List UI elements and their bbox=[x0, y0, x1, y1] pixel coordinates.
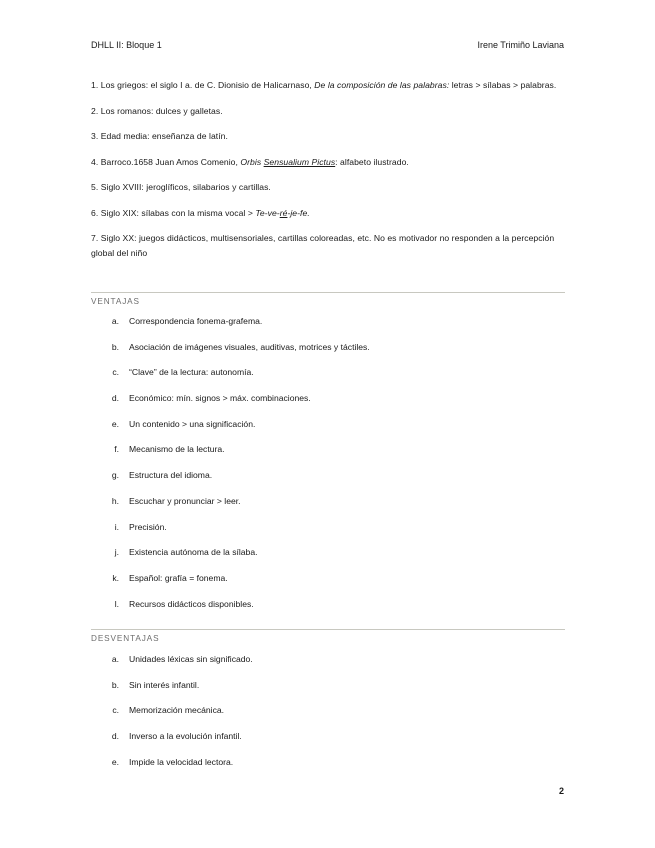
list-marker: f. bbox=[114, 444, 119, 455]
section-divider bbox=[91, 292, 565, 293]
list-marker: a. bbox=[111, 316, 119, 326]
history-text: Los griegos: el siglo I a. de C. Dionisio de Halicarnaso, bbox=[100, 80, 315, 90]
history-text: Los romanos: dulces y galletas. bbox=[100, 105, 223, 116]
book-title: De la composición de las palabras: bbox=[314, 80, 450, 90]
list-marker: d. bbox=[111, 731, 119, 742]
list-item bbox=[91, 419, 565, 445]
list-item-text: Económico: mín. signos > máx. combinaciones. bbox=[129, 393, 311, 404]
history-number: 4. bbox=[91, 156, 99, 167]
list-marker: d. bbox=[111, 393, 119, 404]
section-heading-ventajas: VENTAJAS bbox=[91, 297, 140, 306]
history-text: Siglo XVIII: jeroglíficos, silabarios y cartillas. bbox=[100, 182, 271, 192]
history-item bbox=[91, 231, 565, 260]
list-item-text: Impide la velocidad lectora. bbox=[129, 756, 234, 767]
list-item-text: Correspondencia fonema-grafema. bbox=[129, 316, 263, 326]
history-text: : alfabeto ilustrado. bbox=[335, 156, 409, 167]
list-marker: k. bbox=[112, 572, 119, 583]
header-author: Irene Trimiño Laviana bbox=[477, 40, 564, 50]
history-list bbox=[91, 78, 565, 271]
list-item bbox=[91, 342, 565, 368]
list-marker: h. bbox=[111, 495, 119, 506]
history-number: 1. bbox=[91, 80, 99, 90]
list-marker: b. bbox=[111, 341, 119, 352]
history-item bbox=[91, 104, 565, 119]
section-heading-desventajas: DESVENTAJAS bbox=[91, 634, 160, 643]
list-item-text: “Clave” de la lectura: autonomía. bbox=[129, 367, 254, 378]
desventajas-list bbox=[91, 654, 565, 782]
list-item bbox=[91, 470, 565, 496]
history-number: 5. bbox=[91, 182, 99, 192]
list-item-text: Un contenido > una significación. bbox=[129, 418, 256, 429]
history-text: Siglo XX: juegos didácticos, multisensoriales, cartillas coloreadas, etc. No es motivador no responden a la percepción global del niño bbox=[91, 233, 555, 258]
list-marker: e. bbox=[111, 756, 119, 767]
list-item bbox=[91, 444, 565, 470]
section-divider bbox=[91, 629, 565, 630]
list-item-text: Sin interés infantil. bbox=[129, 679, 200, 690]
list-item bbox=[91, 522, 565, 548]
history-number: 7. bbox=[91, 233, 99, 243]
book-title-underlined: Sensualium Pictus bbox=[263, 156, 336, 167]
list-marker: b. bbox=[111, 679, 119, 690]
history-item bbox=[91, 180, 565, 195]
header-course: DHLL II: Bloque 1 bbox=[91, 40, 162, 50]
list-item bbox=[91, 367, 565, 393]
list-item bbox=[91, 599, 565, 625]
list-item-text: Inverso a la evolución infantil. bbox=[129, 731, 242, 742]
example-syllable: ré bbox=[279, 207, 288, 218]
list-marker: e. bbox=[111, 418, 119, 429]
list-item-text: Recursos didácticos disponibles. bbox=[129, 598, 254, 609]
history-number: 3. bbox=[91, 131, 99, 141]
list-item bbox=[91, 393, 565, 419]
list-marker: l. bbox=[114, 598, 119, 609]
list-item bbox=[91, 496, 565, 522]
list-marker: j. bbox=[114, 547, 119, 558]
list-item bbox=[91, 547, 565, 573]
history-item bbox=[91, 78, 565, 93]
list-item bbox=[91, 731, 565, 757]
list-item bbox=[91, 316, 565, 342]
list-item bbox=[91, 757, 565, 783]
history-text: Siglo XIX: sílabas con la misma vocal > bbox=[100, 207, 256, 218]
list-item-text: Escuchar y pronunciar > leer. bbox=[129, 495, 241, 506]
example-word: -je-fe. bbox=[287, 207, 310, 218]
history-text: letras > sílabas > palabras. bbox=[449, 80, 557, 90]
history-item bbox=[91, 155, 565, 170]
history-item bbox=[91, 129, 565, 144]
list-item bbox=[91, 705, 565, 731]
list-item bbox=[91, 573, 565, 599]
history-item bbox=[91, 206, 565, 221]
list-marker: c. bbox=[112, 367, 119, 378]
history-number: 2. bbox=[91, 105, 99, 116]
list-item-text: Existencia autónoma de la sílaba. bbox=[129, 547, 258, 558]
ventajas-list bbox=[91, 316, 565, 624]
list-marker: a. bbox=[111, 654, 119, 664]
list-item bbox=[91, 680, 565, 706]
list-item-text: Precisión. bbox=[129, 521, 167, 532]
history-number: 6. bbox=[91, 207, 99, 218]
list-item-text: Asociación de imágenes visuales, auditivas, motrices y táctiles. bbox=[129, 341, 370, 352]
example-word: Te-ve- bbox=[255, 207, 280, 218]
page-number: 2 bbox=[558, 786, 564, 796]
book-title: Orbis bbox=[240, 156, 264, 167]
list-item-text: Unidades léxicas sin significado. bbox=[129, 654, 253, 664]
list-item-text: Mecanismo de la lectura. bbox=[129, 444, 225, 455]
history-text: Edad media: enseñanza de latín. bbox=[100, 131, 228, 141]
list-item-text: Español: grafía = fonema. bbox=[129, 572, 228, 583]
list-marker: c. bbox=[112, 705, 119, 716]
list-item-text: Estructura del idioma. bbox=[129, 470, 213, 481]
list-marker: i. bbox=[114, 521, 119, 532]
list-item bbox=[91, 654, 565, 680]
list-marker: g. bbox=[111, 470, 119, 481]
history-text: Barroco.1658 Juan Amos Comenio, bbox=[100, 156, 241, 167]
list-item-text: Memorización mecánica. bbox=[129, 705, 225, 716]
